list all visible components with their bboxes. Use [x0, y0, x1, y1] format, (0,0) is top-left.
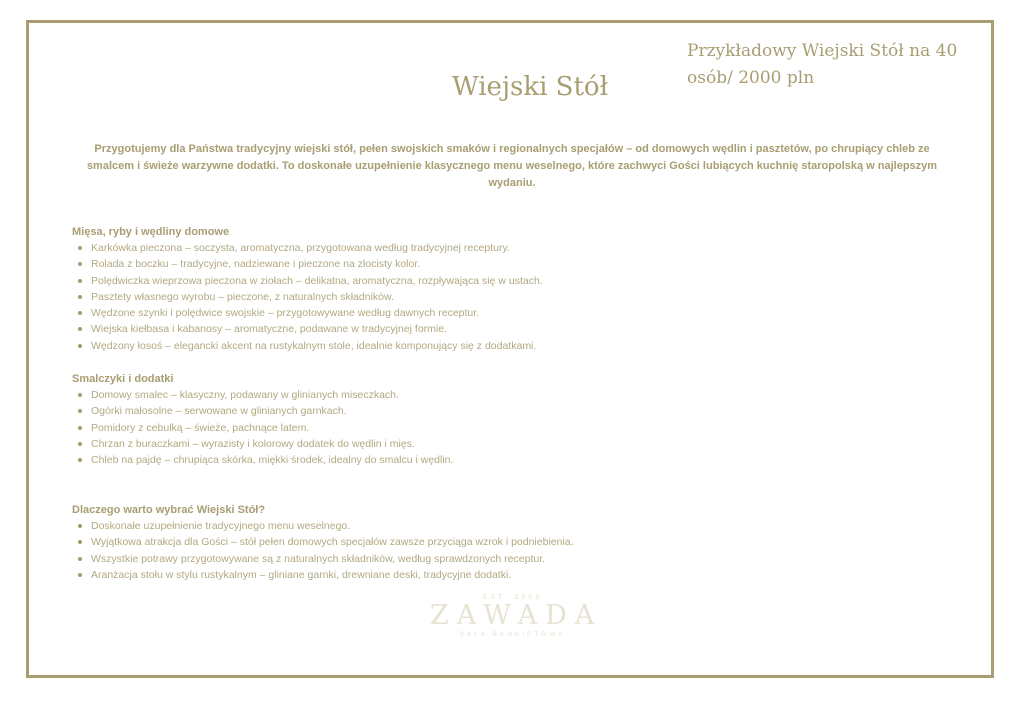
list-item: Pomidory z cebulką – świeże, pachnące latem. — [91, 420, 952, 436]
list-item: Domowy smalec – klasyczny, podawany w glinianych miseczkach. — [91, 387, 952, 403]
section-spreads — [72, 371, 952, 468]
zawada-logo — [430, 594, 603, 638]
section-heading: Dlaczego warto wybrać Wiejski Stół? — [72, 504, 266, 516]
list-item: Rolada z boczku – tradycyjne, nadziewane i pieczone na złocisty kolor. — [91, 256, 952, 272]
section-why — [72, 502, 952, 583]
item-list — [72, 387, 952, 468]
item-list — [72, 518, 952, 583]
list-item: Polędwiczka wieprzowa pieczona w ziołach – delikatna, aromatyczna, rozpływająca się w ustach. — [91, 273, 952, 289]
logo-subtitle: SALA BANKIETOWA — [459, 631, 566, 638]
list-item: Aranżacja stołu w stylu rustykalnym – gliniane garnki, drewniane deski, tradycyjne dodatki. — [91, 567, 952, 583]
price-note: Przykładowy Wiejski Stół na 40 osób/ 2000 pln — [687, 41, 958, 88]
list-item: Wiejska kiełbasa i kabanosy – aromatyczne, podawane w tradycyjnej formie. — [91, 321, 952, 337]
section-heading: Smalczyki i dodatki — [72, 373, 174, 385]
page-title: Wiejski Stół — [451, 72, 609, 102]
list-item: Ogórki małosolne – serwowane w glinianych garnkach. — [91, 403, 952, 419]
intro-paragraph: Przygotujemy dla Państwa tradycyjny wiejski stół, pełen swojskich smaków i regionalnych specjałów – od domowych wędlin i pasztetów, po chrupiący chleb ze smalcem i świeże warzywne dodatki. To doskonałe uzupełnienie klasycznego menu weselnego, które zachwyci Gości lubiących kuchnię staropolską w najlepszym wydaniu. — [86, 143, 938, 189]
list-item: Chrzan z buraczkami – wyrazisty i kolorowy dodatek do wędlin i mięs. — [91, 436, 952, 452]
list-item: Chleb na pajdę – chrupiąca skórka, miękki środek, idealny do smalcu i wędlin. — [91, 452, 952, 468]
logo-name: ZAWADA — [430, 600, 603, 631]
list-item: Wszystkie potrawy przygotowywane są z naturalnych składników, według sprawdzonych receptur. — [91, 551, 952, 567]
list-item: Wyjątkowa atrakcja dla Gości – stół pełen domowych specjałów zawsze przyciąga wzrok i podniebienia. — [91, 534, 952, 550]
list-item: Pasztety własnego wyrobu – pieczone, z naturalnych składników. — [91, 289, 952, 305]
logo-est: EST. 2003 — [482, 594, 543, 601]
list-item: Wędzony łosoś – elegancki akcent na rustykalnym stole, idealnie komponujący się z dodatkami. — [91, 338, 952, 354]
list-item: Karkówka pieczona – soczysta, aromatyczna, przygotowana według tradycyjnej receptury. — [91, 240, 952, 256]
item-list — [72, 240, 952, 354]
list-item: Doskonałe uzupełnienie tradycyjnego menu weselnego. — [91, 518, 952, 534]
section-meats — [72, 224, 952, 354]
section-heading: Mięsa, ryby i wędliny domowe — [72, 226, 230, 238]
list-item: Wędzone szynki i polędwice swojskie – przygotowywane według dawnych receptur. — [91, 305, 952, 321]
